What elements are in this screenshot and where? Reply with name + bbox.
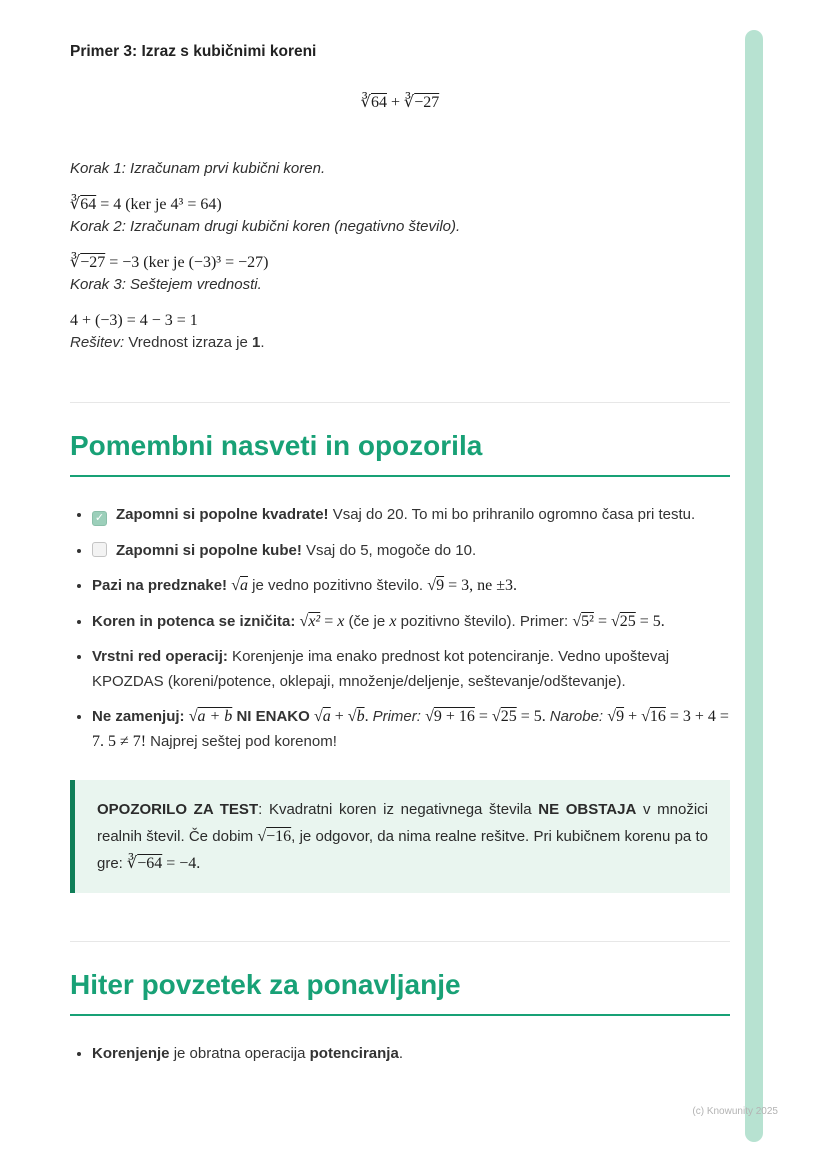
tip-item-text: Zapomni si popolne kube! Vsaj do 5, mogoče do 10. [116,541,477,559]
tip-item [92,503,730,528]
tip-item-text: Koren in potenca se izničita: √x² = x (če je x pozitivno število). Primer: √5² = √25 = 5. [92,612,665,630]
step-2-label: Korak 2: Izračunam drugi kubični koren (negativno število). [70,218,461,235]
checkbox-unchecked-icon[interactable] [92,542,107,557]
section-divider [70,402,730,403]
checkbox-checked-icon[interactable] [92,511,107,526]
tip-item-text: Ne zamenjuj: √a + b NI ENAKO √a + √b. Primer: √9 + 16 = √25 = 5. Narobe: √9 + √16 = 3 + 4 = 7. 5 ≠ 7! Najprej seštej pod korenom! [92,708,729,750]
example-3-title: Primer 3: Izraz s kubičnimi koreni [70,43,317,60]
summary-item [92,1042,730,1067]
tips-list [70,503,730,754]
example-3-expression: ∛64 + ∛−27 [360,94,440,111]
step-3-label: Korak 3: Seštejem vrednosti. [70,276,262,293]
tip-item [92,705,730,754]
tips-section-heading: Pomembni nasveti in opozorila [70,429,730,477]
step-3-math: 4 + (−3) = 4 − 3 = 1 [70,312,198,329]
tip-item-text: Vrstni red operacij: Korenjenje ima enako prednost kot potenciranje. Vedno upoštevaj KPOZDAS (koreni/potence, oklepaji, množenje/deljenje, seštevanje/odštevanje). [92,648,670,690]
step-2-math: ∛−27 = −3 (ker je (−3)³ = −27) [70,254,269,271]
tip-item [92,645,730,694]
test-warning-callout [70,780,730,893]
step-1-label: Korak 1: Izračunam prvi kubični koren. [70,160,326,177]
tip-item [92,574,730,599]
solution-line: Rešitev: Vrednost izraza je 1. [70,334,265,351]
scrollbar-track[interactable] [745,30,763,1142]
summary-section-heading: Hiter povzetek za ponavljanje [70,968,730,1016]
tip-item [92,539,730,564]
test-warning-text: OPOZORILO ZA TEST: Kvadratni koren iz negativnega števila NE OBSTAJA v množici realnih števil. Če dobim √−16, je odgovor, da nima realne rešitve. Pri kubičnem korenu pa to gre: ∛−64 = −4. [97,801,709,872]
summary-list [70,1042,730,1067]
tip-item [92,610,730,635]
watermark: (c) Knowunity 2025 [692,1106,778,1117]
check-mark-icon: • ✓ [94,512,105,524]
summary-item-text: Korenjenje je obratna operacija potenciranja. [92,1045,403,1062]
tip-item-text: Zapomni si popolne kvadrate! Vsaj do 20. To mi bo prihranilo ogromno časa pri testu. [116,506,696,523]
section-divider [70,941,730,942]
tip-item-text: Pazi na predznake! √a je vedno pozitivno število. √9 = 3, ne ±3. [92,577,517,594]
step-1-math: ∛64 = 4 (ker je 4³ = 64) [70,196,222,213]
